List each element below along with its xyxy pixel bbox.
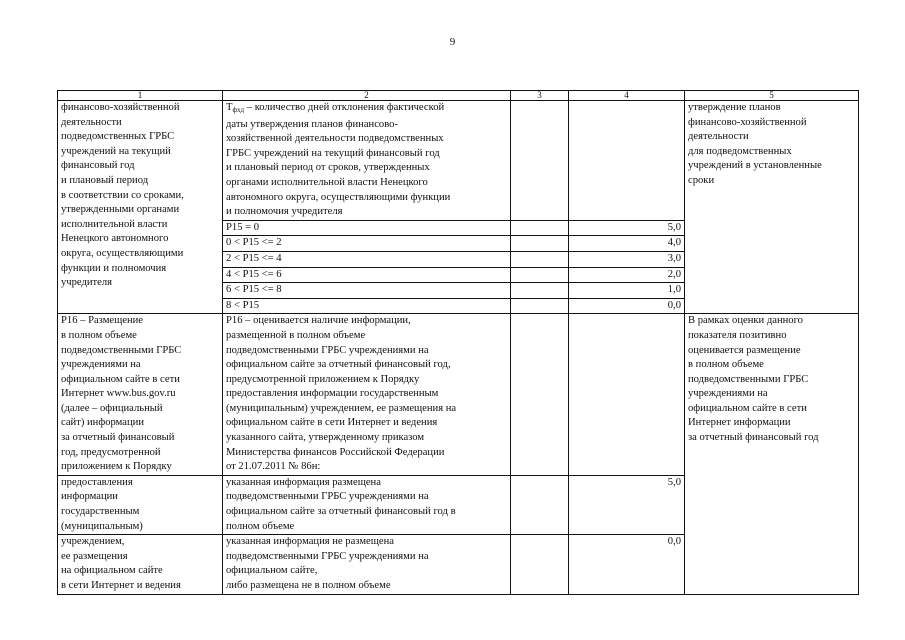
text-line: за отчетный финансовый год <box>688 432 819 444</box>
text-line: ГРБС учреждений на текущий финансовый год <box>226 147 440 159</box>
column-header-3: 3 <box>511 91 569 101</box>
text-line: подведомственными ГРБС учреждениями на <box>226 491 429 503</box>
text-line: округа, осуществляющими <box>61 247 184 259</box>
score-condition: 6 < P15 <= 8 <box>223 283 511 299</box>
score-condition: P15 = 0 <box>223 220 511 236</box>
column-header-1: 1 <box>58 91 223 101</box>
score-condition: 2 < P15 <= 4 <box>223 251 511 267</box>
text-line: размещенной в полном объеме <box>226 329 366 341</box>
text-line: предоставления информации государственным <box>226 388 439 400</box>
p16-indicator-name-part1 <box>58 314 223 476</box>
text-line: предусмотренной приложением к Порядку <box>226 373 420 385</box>
column-header-2: 2 <box>223 91 511 101</box>
score-value: 4,0 <box>569 236 685 252</box>
text-line: и полномочия учредителя <box>226 206 343 218</box>
p16-col4-empty <box>569 314 685 476</box>
text-line: официальном сайте за отчетный финансовый год, <box>226 359 451 371</box>
text-line: Министерства финансов Российской Федерации <box>226 446 445 458</box>
p16-description-row <box>58 314 859 476</box>
text-line: финансово-хозяйственной <box>61 102 180 113</box>
score-value: 0,0 <box>569 298 685 314</box>
text-line: официальном сайте в сети <box>61 373 180 385</box>
text-line: финансовый год <box>61 160 135 172</box>
text-line: показателя позитивно <box>688 329 787 341</box>
text-line: и плановый период <box>61 174 149 186</box>
text-line: указанная информация не размещена <box>226 536 394 548</box>
text-line: от 21.07.2011 № 86н: <box>226 461 321 473</box>
text-line: утверждение планов <box>688 102 781 113</box>
p15-note <box>685 101 859 314</box>
p16-option-placed <box>223 475 511 534</box>
score-condition: 0 < P15 <= 2 <box>223 236 511 252</box>
p15-col3-empty <box>511 101 569 221</box>
p15-indicator-name <box>58 101 223 314</box>
p15-description-row <box>58 101 859 221</box>
column-header-5: 5 <box>685 91 859 101</box>
t-subscript: фхд <box>232 106 245 114</box>
text-line: (муниципальным) учреждением, ее размещения на <box>226 402 457 414</box>
text-line: сроки <box>688 174 715 186</box>
text-line: приложением к Порядку <box>61 461 172 473</box>
text-line: деятельности <box>61 116 122 128</box>
text-line: Р16 – оценивается наличие информации, <box>226 315 411 327</box>
p16-option-not-placed-value: 0,0 <box>569 535 685 594</box>
p16-indicator-name-part3 <box>58 535 223 594</box>
text-line: утвержденными органами <box>61 204 180 216</box>
p16-description <box>223 314 511 476</box>
p15-description <box>223 101 511 221</box>
text-line: деятельности <box>688 131 749 143</box>
text-line: предоставления <box>61 476 133 488</box>
text-line: исполнительной власти <box>61 218 168 230</box>
text-line <box>226 101 507 118</box>
text-line: даты утверждения планов финансово- <box>226 118 398 130</box>
table-header-row <box>58 91 859 101</box>
score-col3-empty <box>511 236 569 252</box>
t-symbol: T <box>226 102 233 113</box>
text-line: подведомственными ГРБС <box>688 373 809 385</box>
text-line: подведомственными ГРБС учреждениями на <box>226 344 429 356</box>
text-line: подведомственных ГРБС <box>61 131 175 143</box>
text-line: либо размещена не в полном объеме <box>226 580 391 591</box>
p16-col3-empty <box>511 314 569 476</box>
p16-option-col3-empty <box>511 535 569 594</box>
score-value: 2,0 <box>569 267 685 283</box>
text-line: сайт) информации <box>61 417 144 429</box>
score-col3-empty <box>511 283 569 299</box>
text-line: информации <box>61 491 118 503</box>
text-line: государственным <box>61 506 140 518</box>
text-line: (далее – официальный <box>61 402 163 414</box>
p16-note <box>685 314 859 594</box>
text-line: подведомственными ГРБС <box>61 344 182 356</box>
text-line: официальном сайте за отчетный финансовый год в <box>226 506 456 518</box>
desc-first-line: – количество дней отклонения фактической <box>244 102 445 113</box>
text-line: учреждением, <box>61 536 125 548</box>
text-line: Ненецкого автономного <box>61 233 169 245</box>
text-line: ее размещения <box>61 550 128 562</box>
criteria-table <box>57 90 859 595</box>
text-line: оценивается размещение <box>688 344 801 356</box>
text-line: год, предусмотренной <box>61 446 161 458</box>
text-line: за отчетный финансовый <box>61 432 175 444</box>
text-line: и плановый период от сроков, утвержденных <box>226 162 430 174</box>
text-line: в полном объеме <box>61 329 137 341</box>
text-line: указанная информация размещена <box>226 476 381 488</box>
text-line: официальном сайте в сети Интернет и ведения <box>226 417 438 429</box>
text-line: официальном сайте, <box>226 565 318 577</box>
text-line: учредителя <box>61 277 113 289</box>
score-col3-empty <box>511 251 569 267</box>
score-col3-empty <box>511 298 569 314</box>
text-line: для подведомственных <box>688 145 792 157</box>
p16-option-not-placed <box>223 535 511 594</box>
score-col3-empty <box>511 267 569 283</box>
p16-indicator-name-part2 <box>58 475 223 534</box>
p16-option-col3-empty <box>511 475 569 534</box>
score-value: 5,0 <box>569 220 685 236</box>
p15-col4-empty <box>569 101 685 221</box>
text-line: учреждениями на <box>688 388 768 400</box>
text-line: учреждениями на <box>61 359 141 371</box>
page-number: 9 <box>449 36 456 48</box>
text-line: подведомственными ГРБС учреждениями на <box>226 550 429 562</box>
score-value: 1,0 <box>569 283 685 299</box>
text-line: в соответствии со сроками, <box>61 189 184 201</box>
p16-option-placed-value: 5,0 <box>569 475 685 534</box>
text-line: учреждений в установленные <box>688 160 822 172</box>
text-line: органами исполнительной власти Ненецкого <box>226 176 428 188</box>
text-line: хозяйственной деятельности подведомственных <box>226 133 444 145</box>
text-line: автономного округа, осуществляющими функции <box>226 191 451 203</box>
text-line: в сети Интернет и ведения <box>61 580 181 591</box>
text-line: финансово-хозяйственной <box>688 116 807 128</box>
text-line: учреждений на текущий <box>61 145 171 157</box>
text-line: полном объеме <box>226 520 295 532</box>
text-line: указанного сайта, утвержденному приказом <box>226 432 425 444</box>
text-line: функции и полномочия <box>61 262 167 274</box>
text-line: Р16 – Размещение <box>61 315 144 327</box>
text-line: Интернет www.bus.gov.ru <box>61 388 176 400</box>
column-header-4: 4 <box>569 91 685 101</box>
score-condition: 4 < P15 <= 6 <box>223 267 511 283</box>
text-line: (муниципальным) <box>61 520 143 532</box>
text-line: на официальном сайте <box>61 565 163 577</box>
score-col3-empty <box>511 220 569 236</box>
score-condition: 8 < P15 <box>223 298 511 314</box>
text-line: В рамках оценки данного <box>688 315 803 327</box>
text-line: Интернет информации <box>688 417 791 429</box>
text-line: в полном объеме <box>688 359 764 371</box>
text-line: официальном сайте в сети <box>688 402 807 414</box>
score-value: 3,0 <box>569 251 685 267</box>
